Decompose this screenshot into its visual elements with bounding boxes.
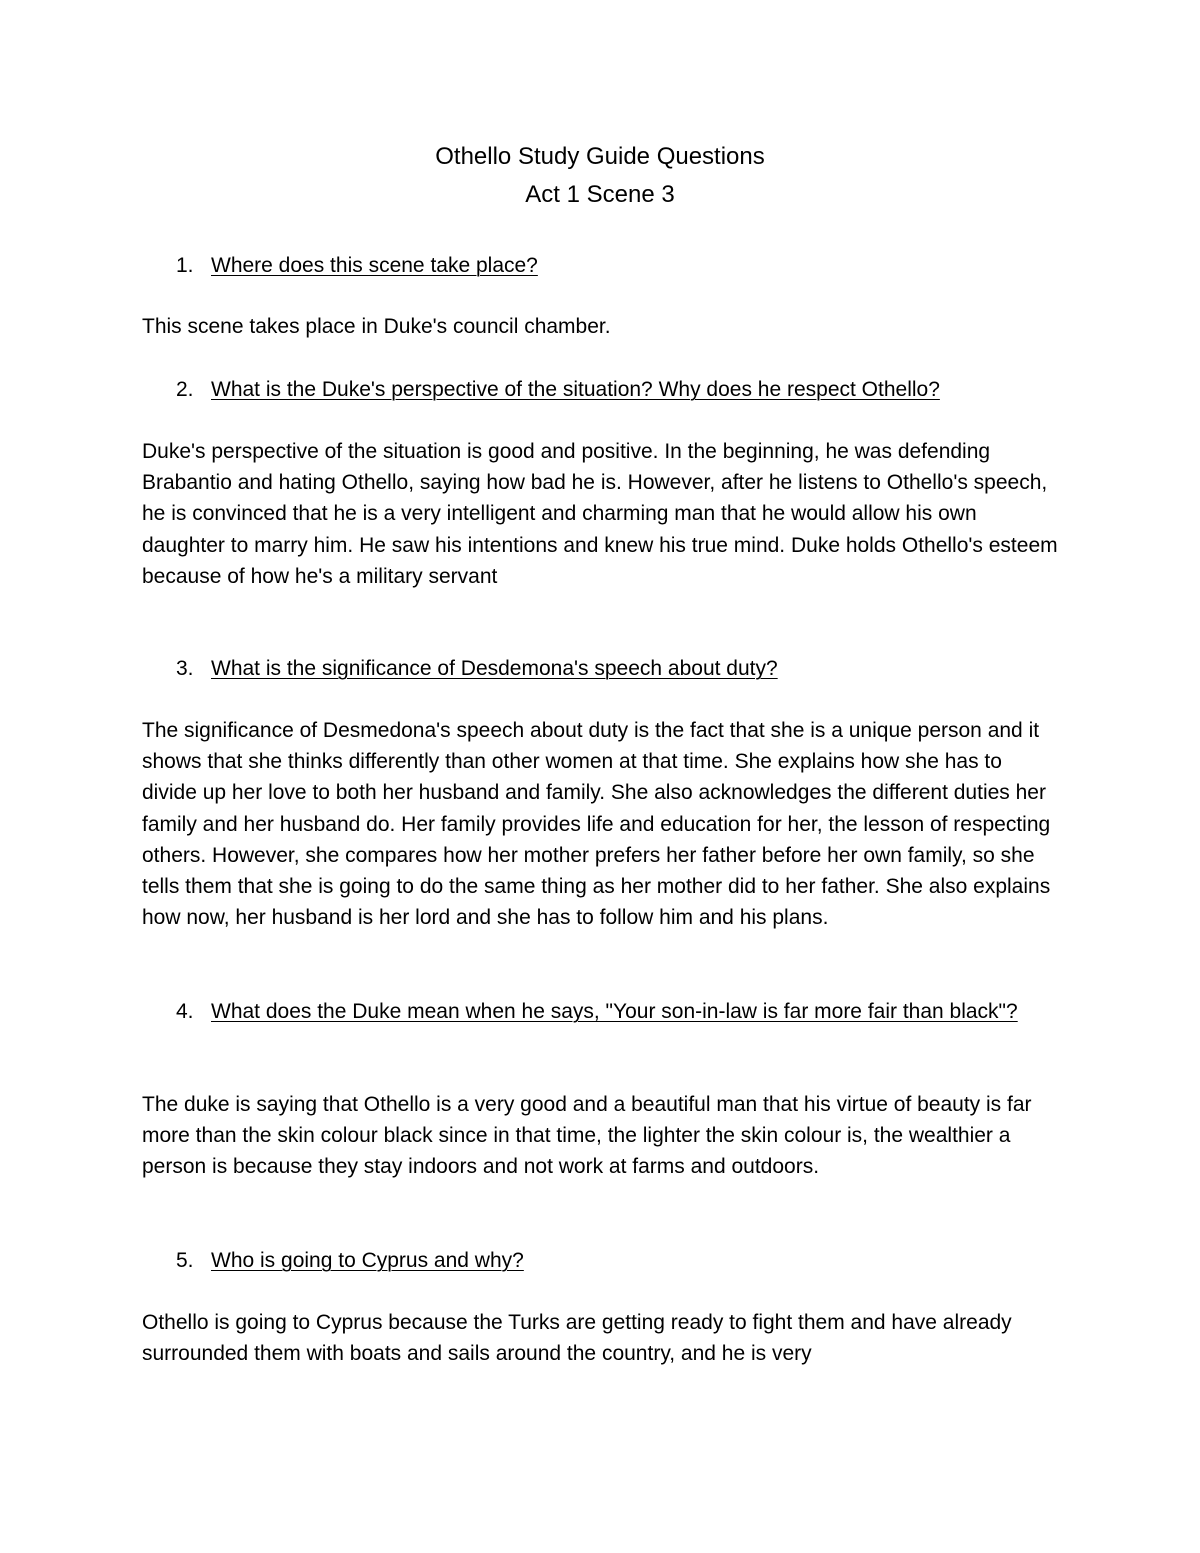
question-4 xyxy=(176,996,1056,1027)
answer-5: Othello is going to Cyprus because the Turks are getting ready to fight them and have already surrounded them with boats and sails around the country, and he is very xyxy=(142,1311,1012,1366)
question-1 xyxy=(176,250,1056,281)
question-text: Who is going to Cyprus and why? xyxy=(211,1249,524,1272)
answer-3: The significance of Desmedona's speech about duty is the fact that she is a unique person and it shows that she thinks differently than other women at that time. She explains how she has to divide up her love to both her husband and family. She also acknowledges the different duties her family and her husband do. Her family provides life and education for her, the lesson of respecting others. However, she compares how her mother prefers her father before her own family, so she tells them that she is going to do the same thing as her mother did to her father. She also explains how now, her husband is her lord and she has to follow him and his plans. xyxy=(142,719,1051,930)
answer-1: This scene takes place in Duke's council chamber. xyxy=(142,315,611,338)
question-text: What is the significance of Desdemona's speech about duty? xyxy=(211,657,778,680)
question-2 xyxy=(176,374,1056,405)
question-number: 1. xyxy=(176,254,194,277)
question-text: Where does this scene take place? xyxy=(211,254,538,277)
page-subtitle: Act 1 Scene 3 xyxy=(525,181,675,208)
question-text: What is the Duke's perspective of the situation? Why does he respect Othello? xyxy=(211,378,940,401)
question-number: 5. xyxy=(176,1249,194,1272)
question-number: 3. xyxy=(176,657,194,680)
answer-2: Duke's perspective of the situation is good and positive. In the beginning, he was defending Brabantio and hating Othello, saying how bad he is. However, after he listens to Othello's speech, he is convinced that he is a very intelligent and charming man that he would allow his own daughter to marry him. He saw his intentions and knew his true mind. Duke holds Othello's esteem because of how he's a military servant xyxy=(142,440,1058,588)
question-3 xyxy=(176,653,1056,684)
page-title: Othello Study Guide Questions xyxy=(435,143,765,170)
question-number: 2. xyxy=(176,378,194,401)
question-5 xyxy=(176,1245,1056,1276)
question-text: What does the Duke mean when he says, "Your son-in-law is far more fair than black"? xyxy=(211,1000,1018,1023)
answer-4: The duke is saying that Othello is a very good and a beautiful man that his virtue of beauty is far more than the skin colour black since in that time, the lighter the skin colour is, the wealthier a person is because they stay indoors and not work at farms and outdoors. xyxy=(142,1093,1032,1179)
question-number: 4. xyxy=(176,1000,194,1023)
